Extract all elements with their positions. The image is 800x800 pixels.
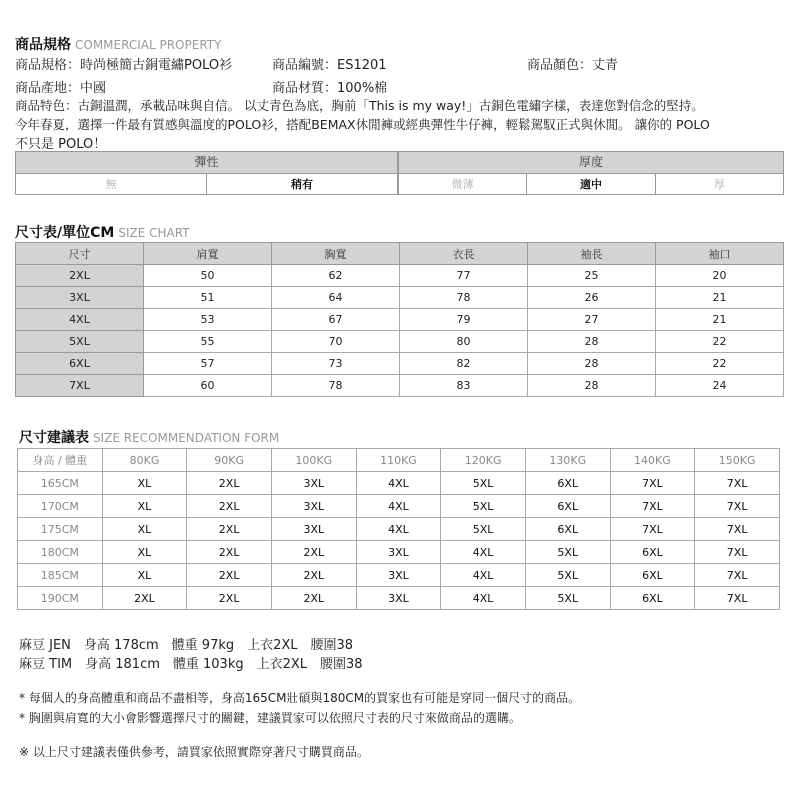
recommend-row — [18, 541, 780, 564]
recommend-cell: 6XL — [525, 518, 610, 541]
recommend-cell: 7XL — [695, 541, 780, 564]
note-2: * 胸圍與肩寬的大小會影響選擇尺寸的關鍵，建議買家可以依照尺寸表的尺寸來做商品的選購。 — [19, 711, 521, 725]
recommend-cell: 2XL — [271, 587, 356, 610]
recommend-row — [18, 587, 780, 610]
elasticity-box — [15, 151, 398, 195]
elasticity-options — [16, 174, 397, 195]
recommend-header: 140KG — [610, 449, 695, 472]
recommend-title-zh: 尺寸建議表 — [19, 430, 89, 446]
recommend-cell: 4XL — [441, 541, 526, 564]
recommend-cell: 6XL — [610, 541, 695, 564]
model-jen: 麻豆 JEN 身高 178cm 體重 97kg 上衣2XL 腰圍38 — [19, 638, 354, 653]
recommend-cell: 2XL — [187, 495, 272, 518]
recommend-row-label: 170CM — [18, 495, 103, 518]
recommend-cell: 7XL — [695, 495, 780, 518]
size-chart-row-label: 4XL — [16, 309, 144, 331]
thickness-options — [399, 174, 783, 195]
thickness-option-thick: 厚 — [713, 178, 725, 191]
spec-title-en: COMMERCIAL PROPERTY — [75, 38, 222, 52]
size-chart-cell: 50 — [144, 265, 272, 287]
size-chart-cell: 28 — [528, 375, 656, 397]
size-chart-row — [16, 265, 784, 287]
size-chart-cell: 53 — [144, 309, 272, 331]
spec-title — [15, 34, 221, 54]
recommend-cell: 3XL — [271, 495, 356, 518]
model-tim: 麻豆 TIM 身高 181cm 體重 103kg 上衣2XL 腰圍38 — [19, 657, 363, 672]
recommend-row — [18, 495, 780, 518]
size-chart-cell: 67 — [272, 309, 400, 331]
spec-name: 商品規格：時尚極簡古銅電繡POLO衫 — [15, 58, 233, 73]
recommend-cell: 2XL — [187, 564, 272, 587]
spec-origin: 商品產地：中國 — [15, 81, 107, 96]
recommend-cell: XL — [102, 472, 187, 495]
recommend-cell: 2XL — [187, 472, 272, 495]
recommend-cell: 2XL — [187, 518, 272, 541]
elasticity-label: 彈性 — [16, 152, 397, 174]
size-chart-header: 袖長 — [528, 243, 656, 265]
recommend-row-label: 190CM — [18, 587, 103, 610]
recommend-cell: 2XL — [271, 541, 356, 564]
size-chart-cell: 83 — [400, 375, 528, 397]
elasticity-option-none: 無 — [16, 174, 207, 195]
recommend-cell: 7XL — [610, 495, 695, 518]
recommend-cell: 4XL — [441, 564, 526, 587]
recommend-table — [17, 448, 780, 610]
recommend-cell: 5XL — [441, 518, 526, 541]
recommend-header: 90KG — [187, 449, 272, 472]
size-chart-cell: 64 — [272, 287, 400, 309]
size-chart-row-label: 5XL — [16, 331, 144, 353]
size-chart-header: 袖口 — [656, 243, 784, 265]
size-chart-row — [16, 353, 784, 375]
recommend-cell: XL — [102, 518, 187, 541]
recommend-cell: XL — [102, 495, 187, 518]
recommend-cell: 7XL — [610, 472, 695, 495]
size-chart-cell: 55 — [144, 331, 272, 353]
thickness-box — [398, 151, 784, 195]
size-chart-cell: 79 — [400, 309, 528, 331]
recommend-title — [19, 427, 279, 447]
size-chart-cell: 21 — [656, 287, 784, 309]
thickness-label: 厚度 — [399, 152, 783, 174]
size-chart-row-label: 7XL — [16, 375, 144, 397]
spec-title-zh: 商品規格 — [15, 37, 71, 53]
size-chart-cell: 26 — [528, 287, 656, 309]
recommend-cell: 7XL — [695, 587, 780, 610]
spec-feature-3: 不只是 POLO！ — [15, 137, 107, 152]
thickness-option-medium: 適中 — [527, 174, 655, 195]
recommend-row-label: 180CM — [18, 541, 103, 564]
size-chart-cell: 28 — [528, 353, 656, 375]
recommend-cell: 3XL — [356, 541, 441, 564]
size-chart-row-label: 3XL — [16, 287, 144, 309]
recommend-cell: 6XL — [525, 472, 610, 495]
recommend-header: 身高 / 體重 — [18, 449, 103, 472]
recommend-cell: 4XL — [441, 587, 526, 610]
recommend-row-label: 185CM — [18, 564, 103, 587]
size-chart-row-label: 2XL — [16, 265, 144, 287]
recommend-cell: 6XL — [610, 587, 695, 610]
size-chart-cell: 80 — [400, 331, 528, 353]
size-chart-cell: 27 — [528, 309, 656, 331]
recommend-row — [18, 564, 780, 587]
recommend-cell: 2XL — [102, 587, 187, 610]
size-chart-cell: 24 — [656, 375, 784, 397]
size-chart-cell: 60 — [144, 375, 272, 397]
note-1: * 每個人的身高體重和商品不盡相等，身高165CM壯碩與180CM的買家也有可能是穿同一個尺寸的商品。 — [19, 691, 581, 705]
size-chart-header: 尺寸 — [16, 243, 144, 265]
recommend-cell: 2XL — [187, 541, 272, 564]
size-chart-cell: 77 — [400, 265, 528, 287]
recommend-cell: 3XL — [271, 472, 356, 495]
size-chart-row-label: 6XL — [16, 353, 144, 375]
recommend-row — [18, 472, 780, 495]
size-chart-cell: 78 — [400, 287, 528, 309]
size-chart-cell: 28 — [528, 331, 656, 353]
size-chart-title-en: SIZE CHART — [118, 226, 190, 240]
size-chart-cell: 25 — [528, 265, 656, 287]
disclaimer: ※ 以上尺寸建議表僅供參考，請買家依照實際穿著尺寸購買商品。 — [19, 745, 369, 759]
recommend-cell: 7XL — [695, 564, 780, 587]
recommend-cell: 4XL — [356, 518, 441, 541]
size-chart-cell: 82 — [400, 353, 528, 375]
size-chart-header: 衣長 — [400, 243, 528, 265]
spec-color: 商品顏色：丈青 — [527, 58, 619, 73]
recommend-cell: 2XL — [271, 564, 356, 587]
recommend-header: 110KG — [356, 449, 441, 472]
size-chart-cell: 22 — [656, 331, 784, 353]
size-chart-cell: 57 — [144, 353, 272, 375]
recommend-title-en: SIZE RECOMMENDATION FORM — [93, 431, 280, 445]
size-chart-cell: 62 — [272, 265, 400, 287]
spec-material: 商品材質：100%棉 — [272, 81, 388, 96]
recommend-header: 120KG — [441, 449, 526, 472]
recommend-row-label: 165CM — [18, 472, 103, 495]
recommend-header-row — [18, 449, 780, 472]
thickness-option-thin: 微薄 — [399, 174, 527, 195]
size-chart-header: 肩寬 — [144, 243, 272, 265]
recommend-cell: 5XL — [441, 495, 526, 518]
recommend-cell: XL — [102, 541, 187, 564]
recommend-cell: 6XL — [525, 495, 610, 518]
recommend-header: 100KG — [271, 449, 356, 472]
spec-feature-1: 商品特色：古銅溫潤，承載品味與自信。 以丈青色為底，胸前「This is my way!」古銅色電繡字樣，表達您對信念的堅持。 — [15, 98, 704, 113]
size-chart-cell: 73 — [272, 353, 400, 375]
recommend-row — [18, 518, 780, 541]
size-chart-header: 胸寬 — [272, 243, 400, 265]
spec-code: 商品編號：ES1201 — [272, 58, 387, 73]
recommend-cell: 3XL — [356, 564, 441, 587]
size-chart-cell: 51 — [144, 287, 272, 309]
recommend-cell: 6XL — [610, 564, 695, 587]
recommend-cell: 2XL — [187, 587, 272, 610]
spec-feature-2: 今年春夏，選擇一件最有質感與溫度的POLO衫，搭配BEMAX休閒褲或經典彈性牛仔褲，輕鬆駕馭正式與休閒。 讓你的 POLO — [15, 117, 710, 132]
size-chart-title-zh: 尺寸表/單位CM — [15, 225, 115, 241]
recommend-cell: 5XL — [525, 587, 610, 610]
size-chart-cell: 20 — [656, 265, 784, 287]
size-chart-table — [15, 242, 784, 397]
size-chart-row — [16, 331, 784, 353]
recommend-header: 130KG — [525, 449, 610, 472]
size-chart-cell: 21 — [656, 309, 784, 331]
size-chart-row — [16, 287, 784, 309]
recommend-cell: XL — [102, 564, 187, 587]
size-chart-header-row — [16, 243, 784, 265]
recommend-cell: 5XL — [525, 564, 610, 587]
recommend-cell: 5XL — [441, 472, 526, 495]
recommend-cell: 3XL — [356, 587, 441, 610]
recommend-cell: 4XL — [356, 495, 441, 518]
recommend-cell: 5XL — [525, 541, 610, 564]
recommend-cell: 3XL — [271, 518, 356, 541]
recommend-cell: 7XL — [695, 518, 780, 541]
elasticity-option-slight: 稍有 — [291, 178, 313, 191]
recommend-cell: 4XL — [356, 472, 441, 495]
size-chart-row — [16, 375, 784, 397]
recommend-cell: 7XL — [610, 518, 695, 541]
recommend-row-label: 175CM — [18, 518, 103, 541]
size-chart-cell: 78 — [272, 375, 400, 397]
recommend-header: 150KG — [695, 449, 780, 472]
recommend-header: 80KG — [102, 449, 187, 472]
size-chart-title — [15, 222, 190, 242]
size-chart-cell: 70 — [272, 331, 400, 353]
size-chart-row — [16, 309, 784, 331]
size-chart-cell: 22 — [656, 353, 784, 375]
recommend-cell: 7XL — [695, 472, 780, 495]
